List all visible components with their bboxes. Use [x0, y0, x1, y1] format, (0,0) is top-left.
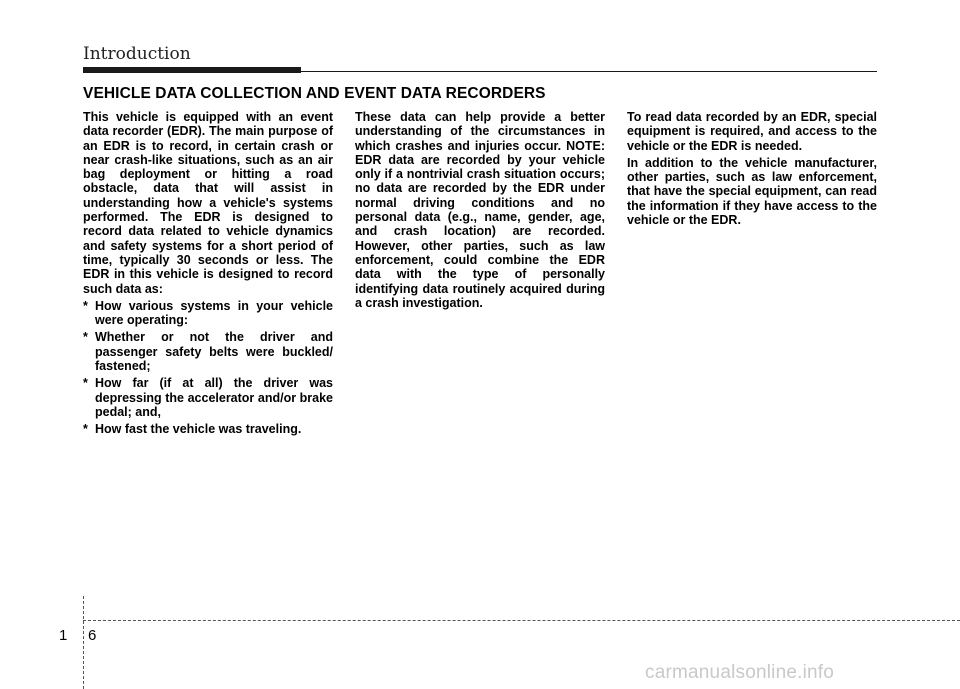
header-thin-rule	[301, 71, 877, 72]
text-column-1	[83, 110, 333, 440]
recorded-data-list	[83, 299, 333, 437]
list-item	[83, 299, 333, 328]
edr-access-paragraph: To read data recorded by an EDR, special equipment is required, and access to the vehicle or the EDR is needed.	[627, 110, 877, 153]
text-column-2	[355, 110, 605, 313]
bullet-marker: *	[83, 330, 88, 345]
watermark: carmanualsonline.info	[645, 662, 835, 683]
header-thick-rule	[83, 67, 301, 73]
edr-intro-paragraph: This vehicle is equipped with an event data recorder (EDR). The main purpose of an EDR is to record, in certain crash or near crash-like situations, such as an air bag deployment or hitting a road obstacle, data that will assist in understanding how a vehicle's systems performed. The EDR is designed to record data related to vehicle dynamics and safety systems for a short period of time, typically 30 seconds or less. The EDR in this vehicle is designed to record such data as:	[83, 110, 333, 296]
page-header-title: Introduction	[83, 44, 191, 64]
footer-vertical-rule	[83, 596, 84, 689]
edr-third-party-paragraph: In addition to the vehicle manufacturer, other parties, such as law enforcement, that have the special equipment, can read the information if they have access to the vehicle or the EDR.	[627, 155, 877, 228]
bullet-marker: *	[83, 298, 88, 313]
text-column-3	[627, 110, 877, 230]
list-item-text: How various systems in your vehicle were operating:	[95, 298, 333, 328]
list-item	[83, 330, 333, 373]
edr-purpose-paragraph: These data can help provide a better understanding of the circumstances in which crashes and injuries occur. NOTE: EDR data are recorded by your vehicle only if a nontrivial crash situation occurs; no data are recorded by the EDR under normal driving conditions and no personal data (e.g., name, gender, age, and crash location) are recorded. However, other parties, such as law enforcement, could combine the EDR data with the type of personally identifying data routinely acquired during a crash investigation.	[355, 110, 605, 310]
bullet-marker: *	[83, 376, 88, 391]
bullet-marker: *	[83, 422, 88, 437]
list-item	[83, 422, 333, 436]
chapter-number: 1	[59, 627, 68, 644]
list-item-text: Whether or not the driver and passenger safety belts were buckled/ fastened;	[95, 330, 333, 374]
list-item	[83, 376, 333, 419]
section-heading: VEHICLE DATA COLLECTION AND EVENT DATA RECORDERS	[83, 85, 546, 102]
list-item-text: How far (if at all) the driver was depressing the accelerator and/or brake pedal; and,	[95, 376, 333, 419]
footer-horizontal-rule	[83, 620, 960, 621]
page-number: 6	[88, 627, 97, 644]
list-item-text: How fast the vehicle was traveling.	[95, 422, 302, 437]
